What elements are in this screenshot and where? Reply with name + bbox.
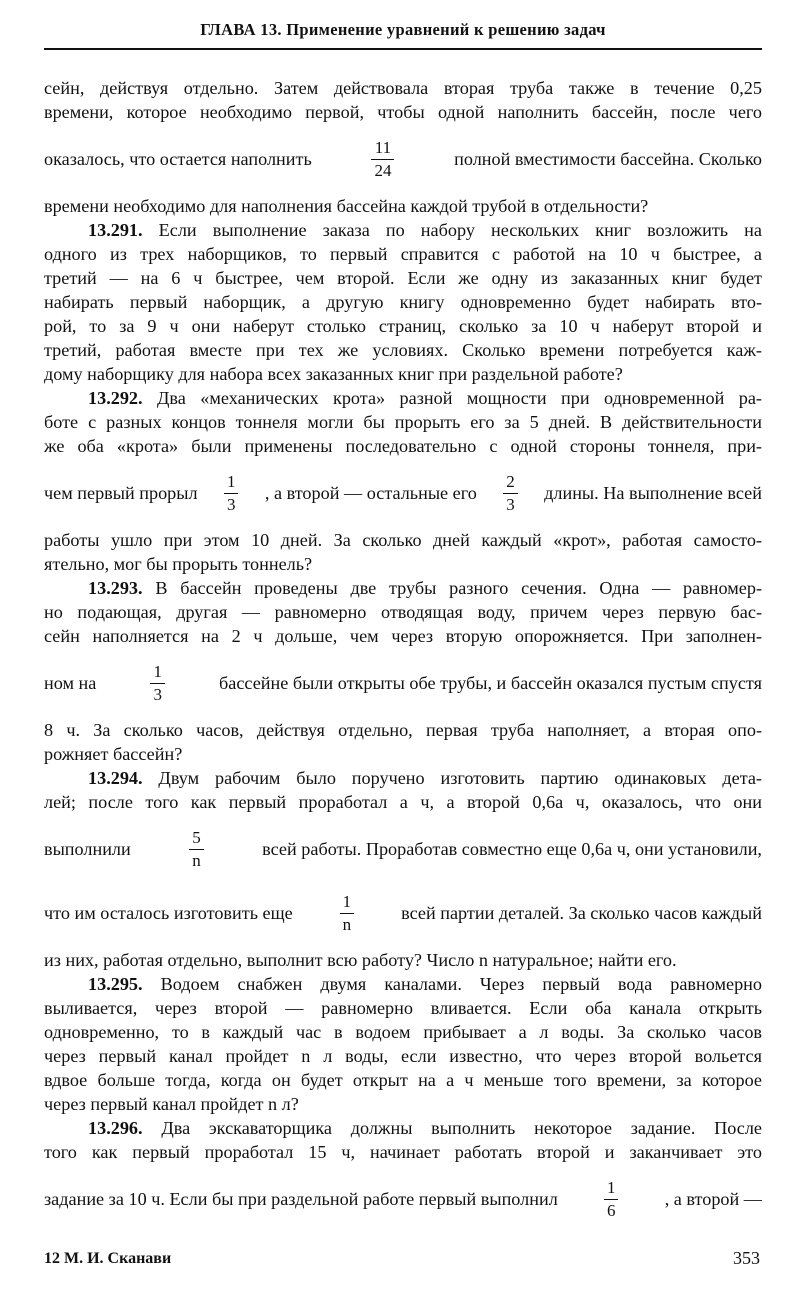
line-text: выливается, через второй — равномерно вливается. Если оба канала открыть — [44, 998, 762, 1018]
line-text: времени, которое необходимо первой, чтобы одной наполнить бассейн, после чего — [44, 102, 762, 122]
line-text: третий — на 6 ч быстрее, чем второй. Если же одну из заказанных книг будет — [44, 268, 762, 288]
chapter-label: ГЛАВА 13. — [200, 20, 282, 39]
line-text: Два экскаваторщика должны выполнить некоторое задание. После — [161, 1118, 763, 1138]
text-line — [44, 1092, 762, 1116]
text-line — [44, 314, 762, 338]
fraction-numerator: 1 — [226, 471, 236, 491]
line-text: из них, работая отдельно, выполнит всю работу? Число n натуральное; найти его. — [44, 950, 677, 970]
text-segment: ном на — [44, 673, 97, 693]
line-text: работы ушло при этом 10 дней. За сколько дней каждый «крот», работая самосто- — [44, 530, 762, 550]
line-text: через первый канал пройдет n л? — [44, 1094, 299, 1114]
chapter-title: Применение уравнений к решению задач — [286, 20, 606, 39]
text-line — [44, 1140, 762, 1164]
text-line — [44, 790, 762, 814]
text-segment: чем первый прорыл — [44, 483, 198, 503]
page-body — [44, 76, 762, 1234]
text-line — [44, 528, 762, 552]
text-line — [44, 338, 762, 362]
text-line-with-fraction — [44, 464, 762, 522]
running-header — [44, 20, 762, 40]
fraction-denominator: 6 — [604, 1199, 619, 1222]
fraction — [604, 1177, 619, 1222]
line-text: же оба «крота» были применены последовательно с одной стороны тоннеля, при- — [44, 436, 762, 456]
line-text: набирать первый наборщик, а другую книгу одновременно будет набирать вто- — [44, 292, 762, 312]
fraction — [224, 471, 239, 516]
fraction-denominator: n — [340, 913, 355, 936]
line-text: одного из трех наборщиков, то первый справится с работой на 10 ч быстрее, а — [44, 244, 762, 264]
text-line — [44, 242, 762, 266]
fraction — [371, 137, 394, 182]
text-segment: задание за 10 ч. Если бы при раздельной работе первый выполнил — [44, 1189, 558, 1209]
line-text: рожняет бассейн? — [44, 744, 183, 764]
fraction-denominator: 3 — [503, 493, 518, 516]
text-line — [44, 76, 762, 100]
text-line — [44, 996, 762, 1020]
text-segment: всей работы. Проработав совместно еще 0,6a ч, они установили, — [262, 839, 762, 859]
text-line — [44, 742, 762, 766]
text-line — [44, 434, 762, 458]
text-line-with-fraction — [44, 1170, 762, 1228]
line-text: лей; после того как первый проработал a ч, а второй 0,6a ч, оказалось, что они — [44, 792, 762, 812]
fraction-numerator: 5 — [192, 827, 201, 847]
problem-first-line — [44, 972, 762, 996]
text-segment: оказалось, что остается наполнить — [44, 149, 312, 169]
line-text: того как первый проработал 15 ч, начинает работать второй и заканчивает это — [44, 1142, 762, 1162]
text-segment: полной вместимости бассейна. Сколько — [454, 149, 762, 169]
fraction — [503, 471, 518, 516]
problem-first-line — [44, 386, 762, 410]
text-line — [44, 266, 762, 290]
text-line — [44, 1068, 762, 1092]
text-segment: что им осталось изготовить еще — [44, 903, 293, 923]
text-line-with-fraction — [44, 820, 762, 878]
text-line — [44, 624, 762, 648]
problem-number: 13.291. — [88, 220, 143, 240]
line-text: третий, работая вместе при тех же условиях. Сколько времени потребуется каж- — [44, 340, 762, 360]
line-text: Если выполнение заказа по набору нескольких книг возложить на — [158, 220, 762, 240]
text-line — [44, 1044, 762, 1068]
text-line — [44, 948, 762, 972]
line-text: времени необходимо для наполнения бассейна каждой трубой в отдельности? — [44, 196, 649, 216]
text-line — [44, 362, 762, 386]
text-segment: всей партии деталей. За сколько часов каждый — [401, 903, 762, 923]
line-text: Водоем снабжен двумя каналами. Через первый вода равномерно — [160, 974, 763, 994]
line-text: ятельно, мог бы прорыть тоннель? — [44, 554, 313, 574]
text-line — [44, 410, 762, 434]
problem-number: 13.292. — [88, 388, 143, 408]
text-line — [44, 194, 762, 218]
problem-first-line — [44, 766, 762, 790]
text-line — [44, 1020, 762, 1044]
text-segment: выполнили — [44, 839, 131, 859]
text-line — [44, 552, 762, 576]
problem-number: 13.293. — [88, 578, 143, 598]
text-line-with-fraction — [44, 884, 762, 942]
problem-first-line — [44, 576, 762, 600]
page-number: 353 — [733, 1248, 760, 1268]
line-text: одновременно, то в каждый час в водоем прибывает a л воды. За сколько часов — [44, 1022, 762, 1042]
text-segment: бассейне были открыты обе трубы, и бассейн оказался пустым спустя — [219, 673, 762, 693]
fraction-numerator: 1 — [342, 891, 352, 911]
problem-number: 13.295. — [88, 974, 143, 994]
fraction-numerator: 1 — [153, 661, 162, 681]
line-text: 8 ч. За сколько часов, действуя отдельно, первая труба наполняет, а вторая опо- — [44, 720, 762, 740]
line-text: вдвое больше тогда, когда он будет открыт на a ч меньше того времени, за которое — [44, 1070, 762, 1090]
line-text: через первый канал пройдет n л воды, если известно, что через второй вольется — [44, 1046, 762, 1066]
header-rule — [44, 48, 762, 50]
line-text: дому наборщику для набора всех заказанных книг при раздельной работе? — [44, 364, 623, 384]
fraction — [340, 891, 355, 936]
fraction-numerator: 2 — [506, 471, 515, 491]
problem-number: 13.296. — [88, 1118, 143, 1138]
fraction — [150, 661, 165, 706]
fraction-denominator: 3 — [224, 493, 239, 516]
problem-number: 13.294. — [88, 768, 143, 788]
line-text: сейн наполняется на 2 ч дольше, чем через вторую опорожняется. При заполнен- — [44, 626, 762, 646]
text-line-with-fraction — [44, 654, 762, 712]
fraction — [189, 827, 204, 872]
text-segment: , а второй — остальные его — [264, 483, 477, 503]
printer-signature: 12 М. И. Сканави — [44, 1250, 172, 1267]
fraction-denominator: n — [189, 849, 204, 872]
text-line-with-fraction — [44, 130, 762, 188]
line-text: Два «механических крота» разной мощности при одновременной ра- — [157, 388, 762, 408]
text-segment: , а второй — — [664, 1189, 762, 1209]
text-segment: длины. На выполнение всей — [544, 483, 762, 503]
text-line — [44, 290, 762, 314]
line-text: сейн, действуя отдельно. Затем действовала вторая труба также в течение 0,25 — [44, 78, 762, 98]
line-text: но подающая, другая — равномерно отводящая воду, причем через первую бас- — [44, 602, 762, 622]
line-text: боте с разных концов тоннеля могли бы прорыть его за 5 дней. В действительности — [44, 412, 762, 432]
fraction-numerator: 1 — [606, 1177, 616, 1197]
text-line — [44, 600, 762, 624]
problem-first-line — [44, 1116, 762, 1140]
line-text: В бассейн проведены две трубы разного сечения. Одна — равномер- — [155, 578, 762, 598]
line-text: Двум рабочим было поручено изготовить партию одинаковых дета- — [158, 768, 762, 788]
fraction-numerator: 11 — [374, 137, 392, 157]
fraction-denominator: 24 — [371, 159, 394, 182]
text-line — [44, 718, 762, 742]
text-line — [44, 100, 762, 124]
fraction-denominator: 3 — [150, 683, 165, 706]
line-text: рой, то за 9 ч они наберут столько страниц, сколько за 10 ч наберут второй и — [44, 316, 762, 336]
problem-first-line — [44, 218, 762, 242]
